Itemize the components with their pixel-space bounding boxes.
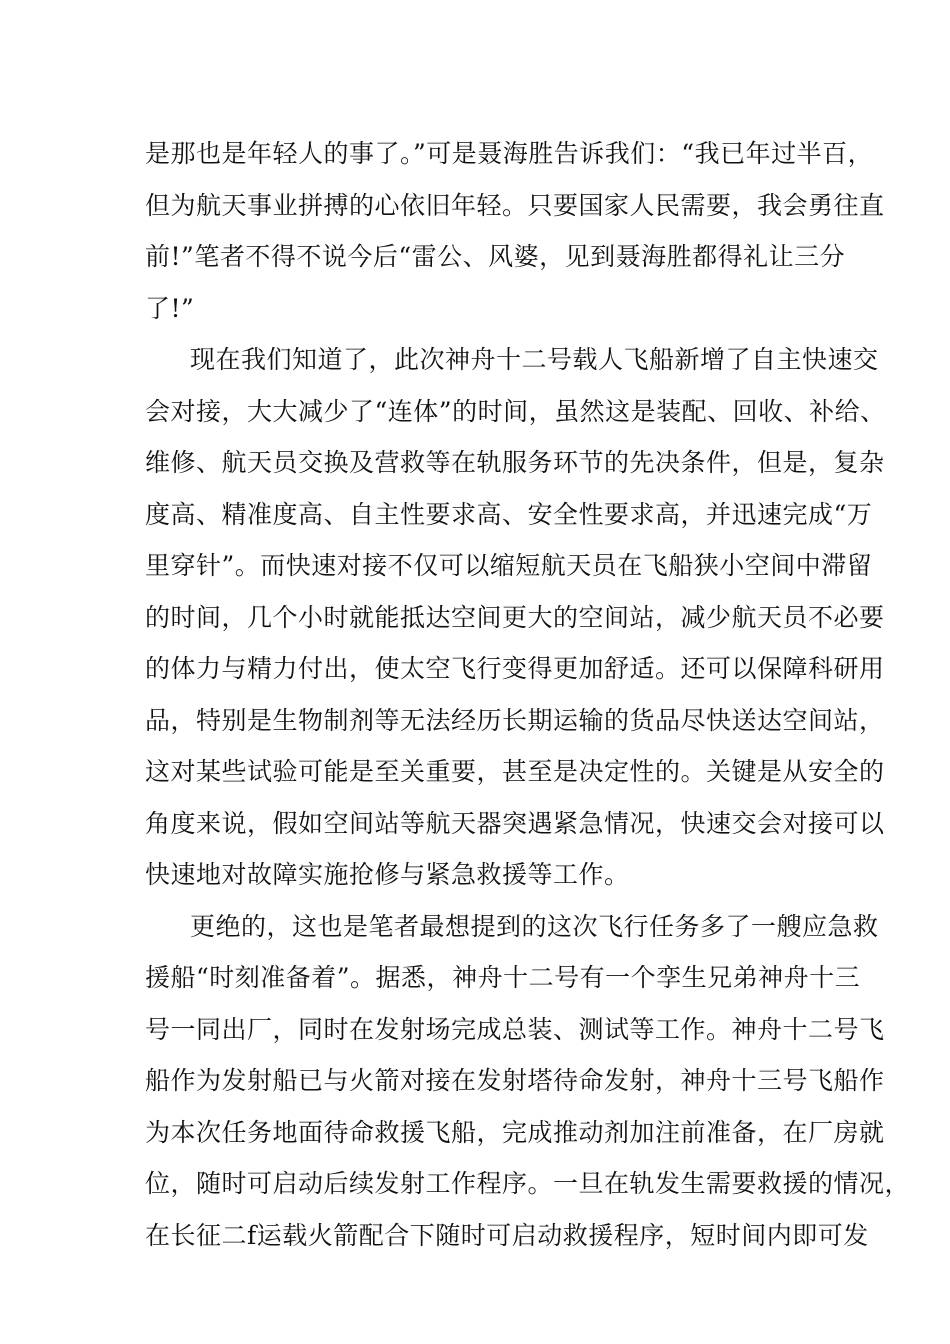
text-line: 了!”: [145, 293, 195, 323]
text-line: 品，特别是生物制剂等无法经历长期运输的货品尽快送达空间站，: [145, 705, 885, 735]
text-line: 里穿针”。而快速对接不仅可以缩短航天员在飞船狭小空间中滞留: [145, 551, 873, 580]
text-line: 号一同出厂，同时在发射场完成总装、测试等工作。神舟十二号飞: [145, 1014, 885, 1044]
text-line: 为本次任务地面待命救援飞船，完成推动剂加注前准备，在厂房就: [145, 1117, 885, 1147]
text-line: 的体力与精力付出，使太空飞行变得更加舒适。还可以保障科研用: [145, 654, 885, 683]
text-line: 会对接，大大减少了“连体”的时间，虽然这是装配、回收、补给、: [145, 396, 886, 426]
text-line: 度高、精准度高、自主性要求高、安全性要求高，并迅速完成“万: [145, 499, 873, 529]
document-body: [145, 128, 911, 1261]
text-line: 快速地对故障实施抢修与紧急救援等工作。: [145, 860, 630, 889]
text-line: 但为航天事业拼搏的心依旧年轻。只要国家人民需要，我会勇往直: [145, 190, 885, 220]
text-line: 在长征二f运载火箭配合下随时可启动救援程序，短时间内即可发: [145, 1220, 869, 1250]
text-line: 的时间，几个小时就能抵达空间更大的空间站，减少航天员不必要: [145, 602, 885, 632]
paragraph-first-line: 更绝的，这也是笔者最想提到的这次飞行任务多了一艘应急救: [190, 911, 879, 941]
text-line: 这对某些试验可能是至关重要，甚至是决定性的。关键是从安全的: [145, 757, 885, 786]
text-line: 前!”笔者不得不说今后“雷公、风婆，见到聂海胜都得礼让三分: [145, 242, 846, 271]
text-line: 援船“时刻准备着”。据悉，神舟十二号有一个孪生兄弟神舟十三: [145, 963, 861, 992]
text-line: 角度来说，假如空间站等航天器突遇紧急情况，快速交会对接可以: [145, 808, 885, 838]
text-line: 维修、航天员交换及营救等在轨服务环节的先决条件，但是，复杂: [145, 448, 885, 477]
text-line: 位，随时可启动后续发射工作程序。一旦在轨发生需要救援的情况，: [145, 1169, 911, 1198]
text-line: 船作为发射船已与火箭对接在发射塔待命发射，神舟十三号飞船作: [145, 1066, 885, 1095]
text-line: 是那也是年轻人的事了。”可是聂海胜告诉我们：“我已年过半百，: [145, 139, 874, 168]
paragraph-first-line: 现在我们知道了，此次神舟十二号载人飞船新增了自主快速交: [190, 345, 879, 374]
